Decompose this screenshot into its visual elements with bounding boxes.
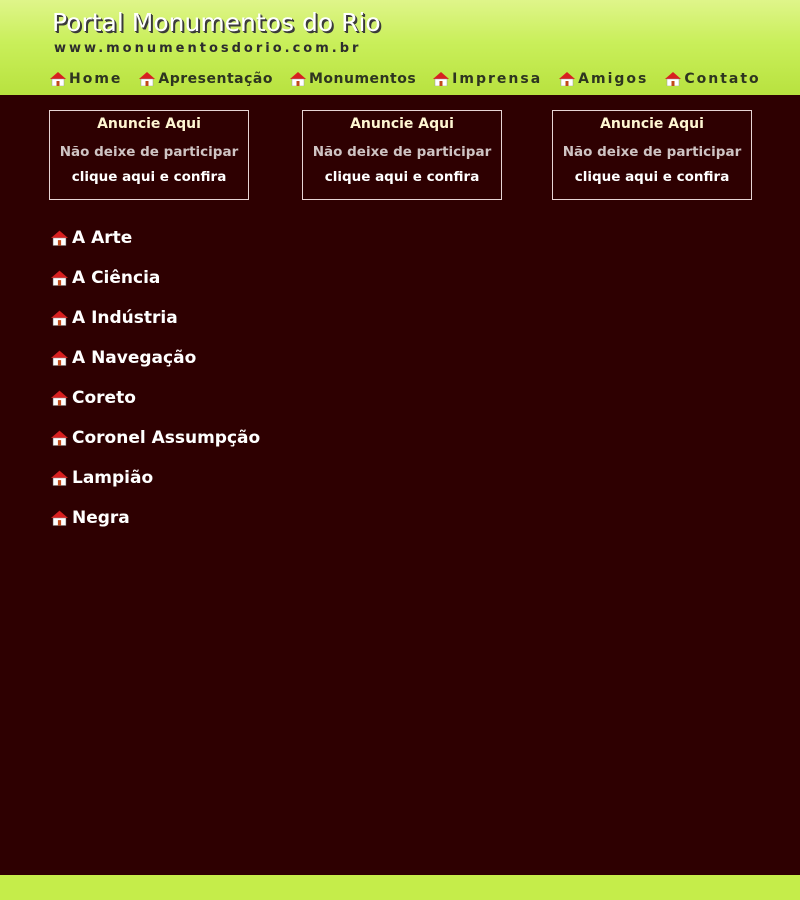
monument-link-coronel-assumpcao[interactable]: [51, 418, 260, 458]
site-footer: [0, 875, 800, 900]
monument-label: A Navegação: [72, 348, 197, 368]
site-url[interactable]: www.monumentosdorio.com.br: [54, 41, 362, 56]
nav-imprensa-label: Imprensa: [452, 71, 543, 87]
monument-label: A Ciência: [72, 268, 161, 288]
house-icon: [51, 270, 68, 286]
ad-row: [0, 110, 800, 200]
ad-box[interactable]: [552, 110, 752, 200]
house-icon: [290, 72, 306, 86]
house-icon: [51, 510, 68, 526]
monument-link-a-navegacao[interactable]: [51, 338, 260, 378]
ad-text: Não deixe de participar: [312, 144, 492, 160]
house-icon: [51, 470, 68, 486]
site-header: [0, 0, 800, 95]
monument-label: A Indústria: [72, 308, 178, 328]
ad-box[interactable]: [49, 110, 249, 200]
main-nav: [50, 69, 778, 89]
ad-link[interactable]: clique aqui e confira: [574, 169, 730, 185]
house-icon: [51, 390, 68, 406]
nav-imprensa[interactable]: [433, 71, 542, 87]
house-icon: [51, 230, 68, 246]
ad-link[interactable]: clique aqui e confira: [71, 169, 227, 185]
site-title[interactable]: Portal Monumentos do Rio: [52, 8, 381, 37]
house-icon: [139, 72, 155, 86]
ad-title: Anuncie Aqui: [97, 116, 201, 132]
nav-monumentos-label: Monumentos: [308, 71, 417, 87]
house-icon: [559, 72, 575, 86]
nav-contato-label: Contato: [684, 71, 761, 87]
monument-label: A Arte: [72, 228, 133, 248]
ad-title: Anuncie Aqui: [350, 116, 454, 132]
ad-text: Não deixe de participar: [59, 144, 239, 160]
nav-amigos[interactable]: [559, 71, 648, 87]
monument-link-a-industria[interactable]: [51, 298, 260, 338]
nav-apresentacao-label: Apresentação: [158, 71, 273, 87]
nav-amigos-label: Amigos: [578, 71, 649, 87]
monument-link-a-ciencia[interactable]: [51, 258, 260, 298]
house-icon: [50, 72, 66, 86]
monument-label: Lampião: [72, 468, 154, 488]
nav-home-label: Home: [69, 71, 123, 87]
ad-title: Anuncie Aqui: [600, 116, 704, 132]
ad-text: Não deixe de participar: [562, 144, 742, 160]
house-icon: [51, 350, 68, 366]
monument-link-a-arte[interactable]: [51, 218, 260, 258]
nav-monumentos[interactable]: [290, 71, 416, 87]
ad-box[interactable]: [302, 110, 502, 200]
house-icon: [665, 72, 681, 86]
nav-home[interactable]: [50, 71, 122, 87]
monument-label: Coreto: [72, 388, 136, 408]
monument-label: Coronel Assumpção: [72, 428, 261, 448]
house-icon: [51, 430, 68, 446]
monument-link-coreto[interactable]: [51, 378, 260, 418]
nav-contato[interactable]: [665, 71, 760, 87]
monument-label: Negra: [72, 508, 130, 528]
house-icon: [433, 72, 449, 86]
house-icon: [51, 310, 68, 326]
monument-list: [51, 218, 260, 538]
monument-link-lampiao[interactable]: [51, 458, 260, 498]
ad-link[interactable]: clique aqui e confira: [324, 169, 480, 185]
monument-link-negra[interactable]: [51, 498, 260, 538]
nav-apresentacao[interactable]: [139, 71, 273, 87]
